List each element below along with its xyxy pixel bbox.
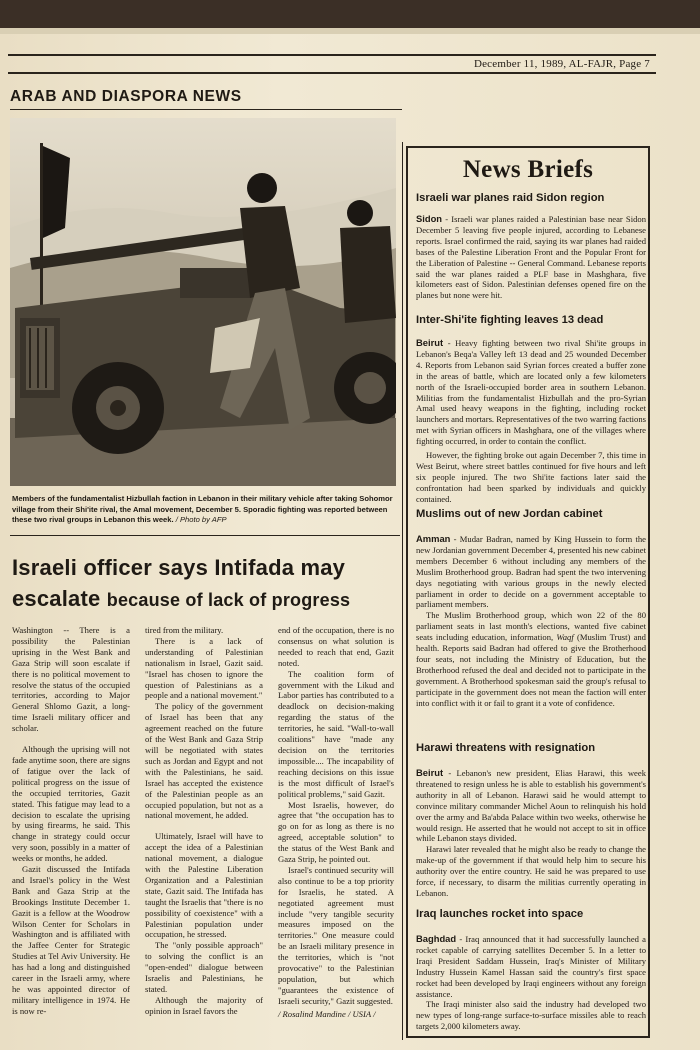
brief-body bbox=[416, 338, 646, 505]
newspaper-page bbox=[0, 28, 700, 1050]
article-paragraph: The "only possible approach" to solving the conflict is an "open-ended" dialogue between Israelis and Palestinians, he stated. bbox=[145, 940, 263, 994]
brief-paragraph: - Heavy fighting between two rival Shi'ite groups in Lebanon's Beqa'a Valley left 13 dead and 25 wounded December 4. Reports from Lebanon said Syrian forces created a buffer zone in the areas of battle, which are located only a few kilometers north of the Israeli-occupied border area in southern Lebanon. Militias from the fundamentalist Hizbullah and the pro-Syrian Amal used heavy weapons in the fighting, including rocket launchers and mortars. Representatives of the two warring factions met with Syrian officers in Mashghara, one of the villages where fighting occurred, in order to contain the conflict. bbox=[416, 338, 646, 447]
article-paragraph: Israel's continued security will also continue to be a top priority for Israelis, he stated. A negotiated agreement must include "very tangible security measures imposed on the territories." One measure could be an Israeli military presence in the territories, which is "not provocative" to the Palestinian population, but which "guarantees the existence of Israeli security," Gazit suggested. bbox=[278, 864, 394, 1006]
militia-jeep-illustration bbox=[10, 118, 396, 486]
headline-rest: because of lack of progress bbox=[106, 590, 351, 610]
section-heading: ARAB AND DIASPORA NEWS bbox=[10, 88, 242, 105]
brief-headline: Harawi threatens with resignation bbox=[416, 742, 596, 754]
article-paragraph: The coalition form of government with the Likud and Labor parties has contributed to a deadlock on decision-making regarding the status of the territories, he said. "Wall-to-wall coalitions" have "made any decision on the territories impossible.... The incapability of reaching decisions on this issue is the most difficult of Israel's political problems," said Gazit. bbox=[278, 668, 394, 799]
brief-italic-term: Waqf bbox=[556, 632, 574, 643]
brief-dateline: Amman bbox=[416, 533, 451, 544]
brief-body bbox=[416, 934, 646, 1032]
brief-headline: Inter-Shi'ite fighting leaves 13 dead bbox=[416, 314, 604, 326]
brief-body bbox=[416, 214, 646, 301]
brief-paragraph: - Iraq announced that it had successfully launched a rocket capable of carrying satellites December 5. In a letter to Iraqi President Saddam Hussein, Iraq's Minister of Military Industry Hussein Kamel Hassan said the country's first space rocket had been developed by Iraqi engineers without any foreign assistance. bbox=[416, 934, 646, 999]
page-folio: December 11, 1989, AL-FAJR, Page 7 bbox=[473, 58, 650, 70]
article-paragraph: Although the majority of opinion in Israel favors the bbox=[145, 994, 263, 1016]
page-top-edge bbox=[0, 28, 700, 34]
column-divider bbox=[402, 142, 403, 1040]
brief-body bbox=[416, 534, 646, 709]
brief-dateline: Beirut bbox=[416, 337, 444, 348]
brief-dateline: Beirut bbox=[416, 767, 444, 778]
brief-paragraph: (Muslim Trust) and health. Reports said Badran had offered to give the Brotherhood four seats, not including the Ministry of Education, but the Brotherhood refused the deal and decided not to participate in the government. A Brotherhood spokesman said the group's refusal to participate in the government does not mean the faction will enter into conflict with it or fail to grant it a vote of confidence. bbox=[416, 632, 646, 708]
header-rule-top bbox=[8, 54, 656, 56]
headline-main: Israeli officer says Intifada may escalate bbox=[12, 555, 346, 611]
section-rule bbox=[10, 109, 402, 110]
news-briefs-box bbox=[406, 146, 650, 1038]
article-paragraph: Washington -- There is a possibility the Palestinian uprising in the West Bank and Gaza Strip will soon escalate if there is no political movement to resolve the status of the occupied territories, according to Major General Shlomo Gazit, a long-time Israeli military officer and scholar. bbox=[12, 625, 130, 734]
article-paragraph: tired from the military. bbox=[145, 625, 224, 635]
article-column-1 bbox=[12, 625, 130, 1017]
article-column-3 bbox=[278, 625, 394, 1020]
brief-paragraph: The Iraqi minister also said the industry had developed two new types of long-range surface-to-surface missiles able to reach targets 2,000 kilometers away. bbox=[416, 999, 646, 1032]
photo-caption bbox=[12, 494, 396, 526]
brief-paragraph: The Muslim Brotherhood group, which won 22 of the 80 parliament seats in last month's elections, wanted five cabinet seats including education, information, bbox=[416, 610, 646, 643]
article-paragraph: The policy of the government of Israel has been that any agreement reached on the future of the West Bank and Gaza Strip will be negotiated with states such as Jordan and Egypt and not with the Palestinians, he said. Israel has accepted the existence of the Palestinian people as an occupied population, but not as a national movement, he added. bbox=[145, 701, 263, 821]
brief-dateline: Baghdad bbox=[416, 933, 457, 944]
article-paragraph: Although the uprising will not fade anytime soon, there are signs of fatigue over the lack of political progress on the issue of the occupied territories, Gazit stated. This fatigue may lead to a decision to escalate the uprising by using firearms, he said. This change in strategy could occur very soon, possibly in a matter of weeks or months, he added. bbox=[12, 744, 130, 864]
brief-paragraph: - Mudar Badran, named by King Hussein to form the new Jordanian government December 4, presented his new cabinet members December 6 without including any members of the Muslim Brotherhood group. Badran had spent the two intervening days negotiating with various groups in the newly elected parliament in order to decide on a government acceptable to parliament members. bbox=[416, 534, 646, 610]
article-paragraph: Most Israelis, however, do agree that "the occupation has to go on for as long as there is no agreed, acceptable solution" to the status of the West Bank and Gaza Strip, he pointed out. bbox=[278, 799, 394, 865]
news-briefs-title: News Briefs bbox=[462, 156, 594, 183]
brief-headline: Israeli war planes raid Sidon region bbox=[416, 192, 605, 204]
header-rule-bottom bbox=[8, 72, 656, 74]
article-signature: / Rosalind Mandine / USIA / bbox=[278, 1008, 376, 1019]
brief-body bbox=[416, 768, 646, 899]
news-photo bbox=[10, 118, 396, 486]
article-headline bbox=[12, 552, 402, 616]
brief-headline: Iraq launches rocket into space bbox=[416, 908, 584, 920]
brief-paragraph: Harawi later revealed that he might also be ready to change the make-up of the government if that would help him to secure his authority over the entire country. He said he was prepared to use force, if necessary, to disarm the militias currently operating in Lebanon. bbox=[416, 844, 646, 898]
article-paragraph: There is a lack of understanding of Palestinian nationalism in Israel, Gazit said. "Israel has chosen to ignore the question of Palestinians as a people and a national movement." bbox=[145, 635, 263, 701]
caption-text: Members of the fundamentalist Hizbullah faction in Lebanon in their military vehicle after taking Sohomor village from their Shi'ite rival, the Amal movement, December 5. Sporadic fighting was reported between these two rival groups in Lebanon this week. bbox=[12, 494, 393, 524]
article-column-2 bbox=[145, 625, 263, 1017]
brief-headline: Muslims out of new Jordan cabinet bbox=[416, 508, 603, 520]
article-paragraph: Gazit discussed the Intifada and Israel's policy in the West Bank and Gaza Strip at the Brookings Institute December 1. Gazit is a fellow at the Woodrow Wilson Center for Scholars in Washington and is affiliated with the Jaffee Center for Strategic Studies at Tel Aviv University. He has had a long and distinguished career in the Israeli army, where he was appointed director of military intelligence in 1974. He is now re- bbox=[12, 864, 130, 1016]
brief-paragraph: - Israeli war planes raided a Palestinian base near Sidon December 5 leaving five people injured, according to Lebanese reports. Israel confirmed the raid, saying its war planes had raided bases of the Palestine Liberation Front and the Popular Front for the Liberation of Palestine -- General Command. Lebanese reports said the war planes raided a PLF base in Mashghara, five kilometers east of Sidon. Palestinian defenses opened fire on the planes but none were hit. bbox=[416, 214, 646, 301]
brief-dateline: Sidon bbox=[416, 213, 443, 224]
photo-credit: / Photo by AFP bbox=[175, 515, 227, 524]
brief-paragraph: - Lebanon's new president, Elias Harawi, this week threatened to resign unless he is able to establish his government's authority in all of Lebanon. Harawi said he would attempt to convince military commander Michel Aoun to relinquish his hold over the army and Ba'abda Palace within two weeks, otherwise he would resign. He asserted that he would not accept to sit in office while Lebanon stays divided. bbox=[416, 768, 646, 844]
brief-paragraph: However, the fighting broke out again December 7, this time in West Beirut, where street battles continued for five hours and left six people injured. The two Shi'ite factions later said the confrontation had been sparked by individuals and quickly contained. bbox=[416, 450, 646, 504]
caption-rule bbox=[10, 535, 400, 536]
article-paragraph: Ultimately, Israel will have to accept the idea of a Palestinian national movement, a dialogue with the Palestine Liberation Organization and a Palestinian state, Gazit said. The Intifada has taught the Israelis that "there is no possibility of coexistence" with a Palestinian population under occupation, he stressed. bbox=[145, 831, 263, 940]
article-paragraph: end of the occupation, there is no consensus on what solution is needed to reach that end, Gazit noted. bbox=[278, 625, 394, 668]
